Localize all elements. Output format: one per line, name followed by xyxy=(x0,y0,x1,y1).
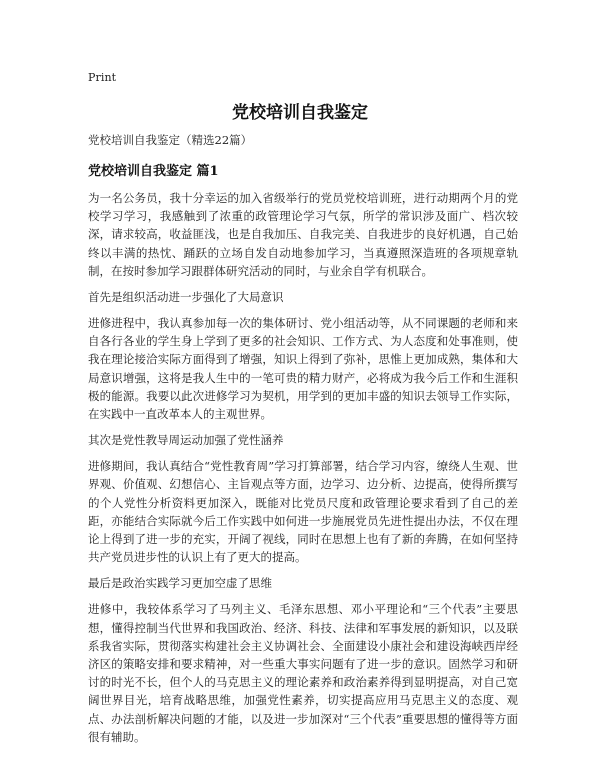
paragraph-3: 进修期间，我认真结合“党性教育周”学习打算部署，结合学习内容，缭绕人生观、世界观、价值观、幻想信心、主旨观点等方面，边学习、边分析、边提高，使得所撰写的个人党性分析资料更加深入，既能对比党员尺度和政管理论要求看到了自己的差距，亦能结合实际就今后工作实践中如何进一步施展党员先进性提出办法，不仅在理论上得到了进一步的充实，开阔了视线，同时在思想上也有了新的奔腾，在如何坚持共产党员进步性的认识上有了更大的提高。 xyxy=(88,459,518,565)
subheading-1: 首先是组织活动进一步强化了大局意识 xyxy=(88,290,284,305)
page-title: 党校培训自我鉴定 xyxy=(232,103,368,123)
paragraph-1: 为一名公务员，我十分幸运的加入省级举行的党员党校培训班，进行动期两个月的党校学习学习，我感触到了浓重的政管理论学习气氛，所学的常识涉及面广、档次较深，请求较高，收益匪浅，也是自我加压、自我完美、自我进步的良好机遇，自己始终以丰满的热忱、踊跃的立场自发自动地参加学习，当真遵照深造班的各项规章轨制，在按时参加学习跟群体研究活动的同时，与业余自学有机联合。 xyxy=(88,191,518,278)
print-link[interactable]: Print xyxy=(88,71,117,84)
section-heading: 党校培训自我鉴定 篇1 xyxy=(88,164,219,179)
document-subtitle: 党校培训自我鉴定（精选22篇） xyxy=(88,133,253,147)
subheading-3: 最后是政治实践学习更加空虚了思维 xyxy=(88,576,272,591)
paragraph-2: 进修进程中，我认真参加每一次的集体研讨、党小组活动等，从不同课题的老师和来自各行各业的学生身上学到了更多的社会知识、工作方式、为人态度和处事准则，使我在理论接洽实际方面得到了增强，知识上得到了弥补，思惟上更加成熟，集体和大局意识增强，这将是我人生中的一笔可贵的精力财产，必将成为我今后工作和生涯积极的能源。我要以此次进修学习为契机，用学到的更加丰盛的知识去领导工作实际，在实践中一直改革本人的主观世界。 xyxy=(88,316,518,422)
subheading-2: 其次是党性教导周运动加强了党性涵养 xyxy=(88,433,284,448)
paragraph-4: 进修中，我较体系学习了马列主义、毛泽东思想、邓小平理论和“三个代表”主要思想，懂得控制当代世界和我国政治、经济、科技、法律和军事发展的新知识，以及联系我省实际，贯彻落实构建社会主义协调社会、全面建设小康社会和建设海峡西岸经济区的策略安排和要求精神，对一些重大事实问题有了进一步的意识。固然学习和研讨的时光不长，但个人的马克思主义的理论素养和政治素养得到显明提高，对自己宽阔世界目光，培育战略思维，加强党性素养，切实提高应用马克思主义的态度、观点、办法剖析解决问题的才能，以及进一步加深对“三个代表”重要思想的懂得等方面很有辅助。 xyxy=(88,602,518,744)
document-body xyxy=(88,131,518,746)
